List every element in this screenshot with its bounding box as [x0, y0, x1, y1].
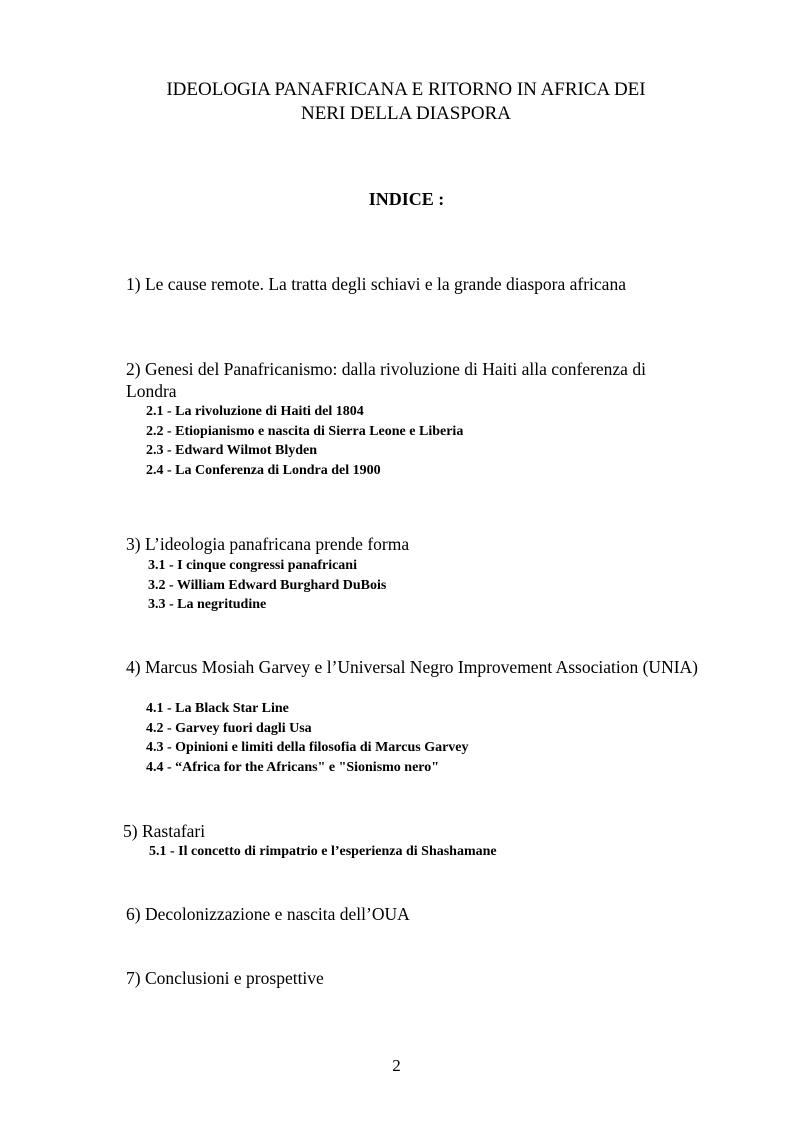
index-heading: INDICE : — [368, 189, 445, 209]
section-2-1: 2.1 - La rivoluzione di Haiti del 1804 — [146, 404, 364, 419]
section-4-3: 4.3 - Opinioni e limiti della filosofia di Marcus Garvey — [146, 740, 469, 755]
section-4-1: 4.1 - La Black Star Line — [146, 701, 289, 716]
section-4-4: 4.4 - “Africa for the Africans" e "Sionismo nero" — [146, 759, 440, 775]
chapter-6-title: 6) Decolonizzazione e nascita dell’OUA — [126, 904, 410, 924]
section-2-4: 2.4 - La Conferenza di Londra del 1900 — [146, 462, 381, 478]
chapter-2-title: 2) Genesi del Panafricanismo: dalla rivoluzione di Haiti alla conferenza di Londra — [126, 359, 646, 401]
section-2-3: 2.3 - Edward Wilmot Blyden — [146, 443, 318, 458]
document-title-line-1: IDEOLOGIA PANAFRICANA E RITORNO IN AFRICA DEI — [166, 79, 646, 100]
section-4-2: 4.2 - Garvey fuori dagli Usa — [146, 720, 312, 736]
document-title-line-2: NERI DELLA DIASPORA — [300, 103, 512, 124]
chapter-3-subsections — [148, 556, 386, 615]
chapter-4-subsections — [146, 699, 469, 777]
chapter-7-title: 7) Conclusioni e prospettive — [126, 968, 324, 988]
section-2-2: 2.2 - Etiopianismo e nascita di Sierra Leone e Liberia — [146, 423, 464, 439]
chapter-1-title: 1) Le cause remote. La tratta degli schiavi e la grande diaspora africana — [126, 274, 626, 294]
section-3-3: 3.3 - La negritudine — [148, 597, 267, 612]
chapter-4-title: 4) Marcus Mosiah Garvey e l’Universal Negro Improvement Association (UNIA) — [126, 657, 698, 677]
document-title — [96, 78, 716, 126]
section-5-1: 5.1 - Il concetto di rimpatrio e l’esperienza di Shashamane — [149, 844, 497, 859]
section-3-1: 3.1 - I cinque congressi panafricani — [148, 558, 357, 573]
page-number: 2 — [392, 1056, 401, 1075]
chapter-5-title: 5) Rastafari — [123, 821, 206, 841]
section-3-2: 3.2 - William Edward Burghard DuBois — [148, 577, 387, 593]
chapter-3-title: 3) L’ideologia panafricana prende forma — [126, 534, 410, 554]
chapter-2-subsections — [146, 402, 463, 480]
chapter-5-subsections — [149, 842, 497, 862]
